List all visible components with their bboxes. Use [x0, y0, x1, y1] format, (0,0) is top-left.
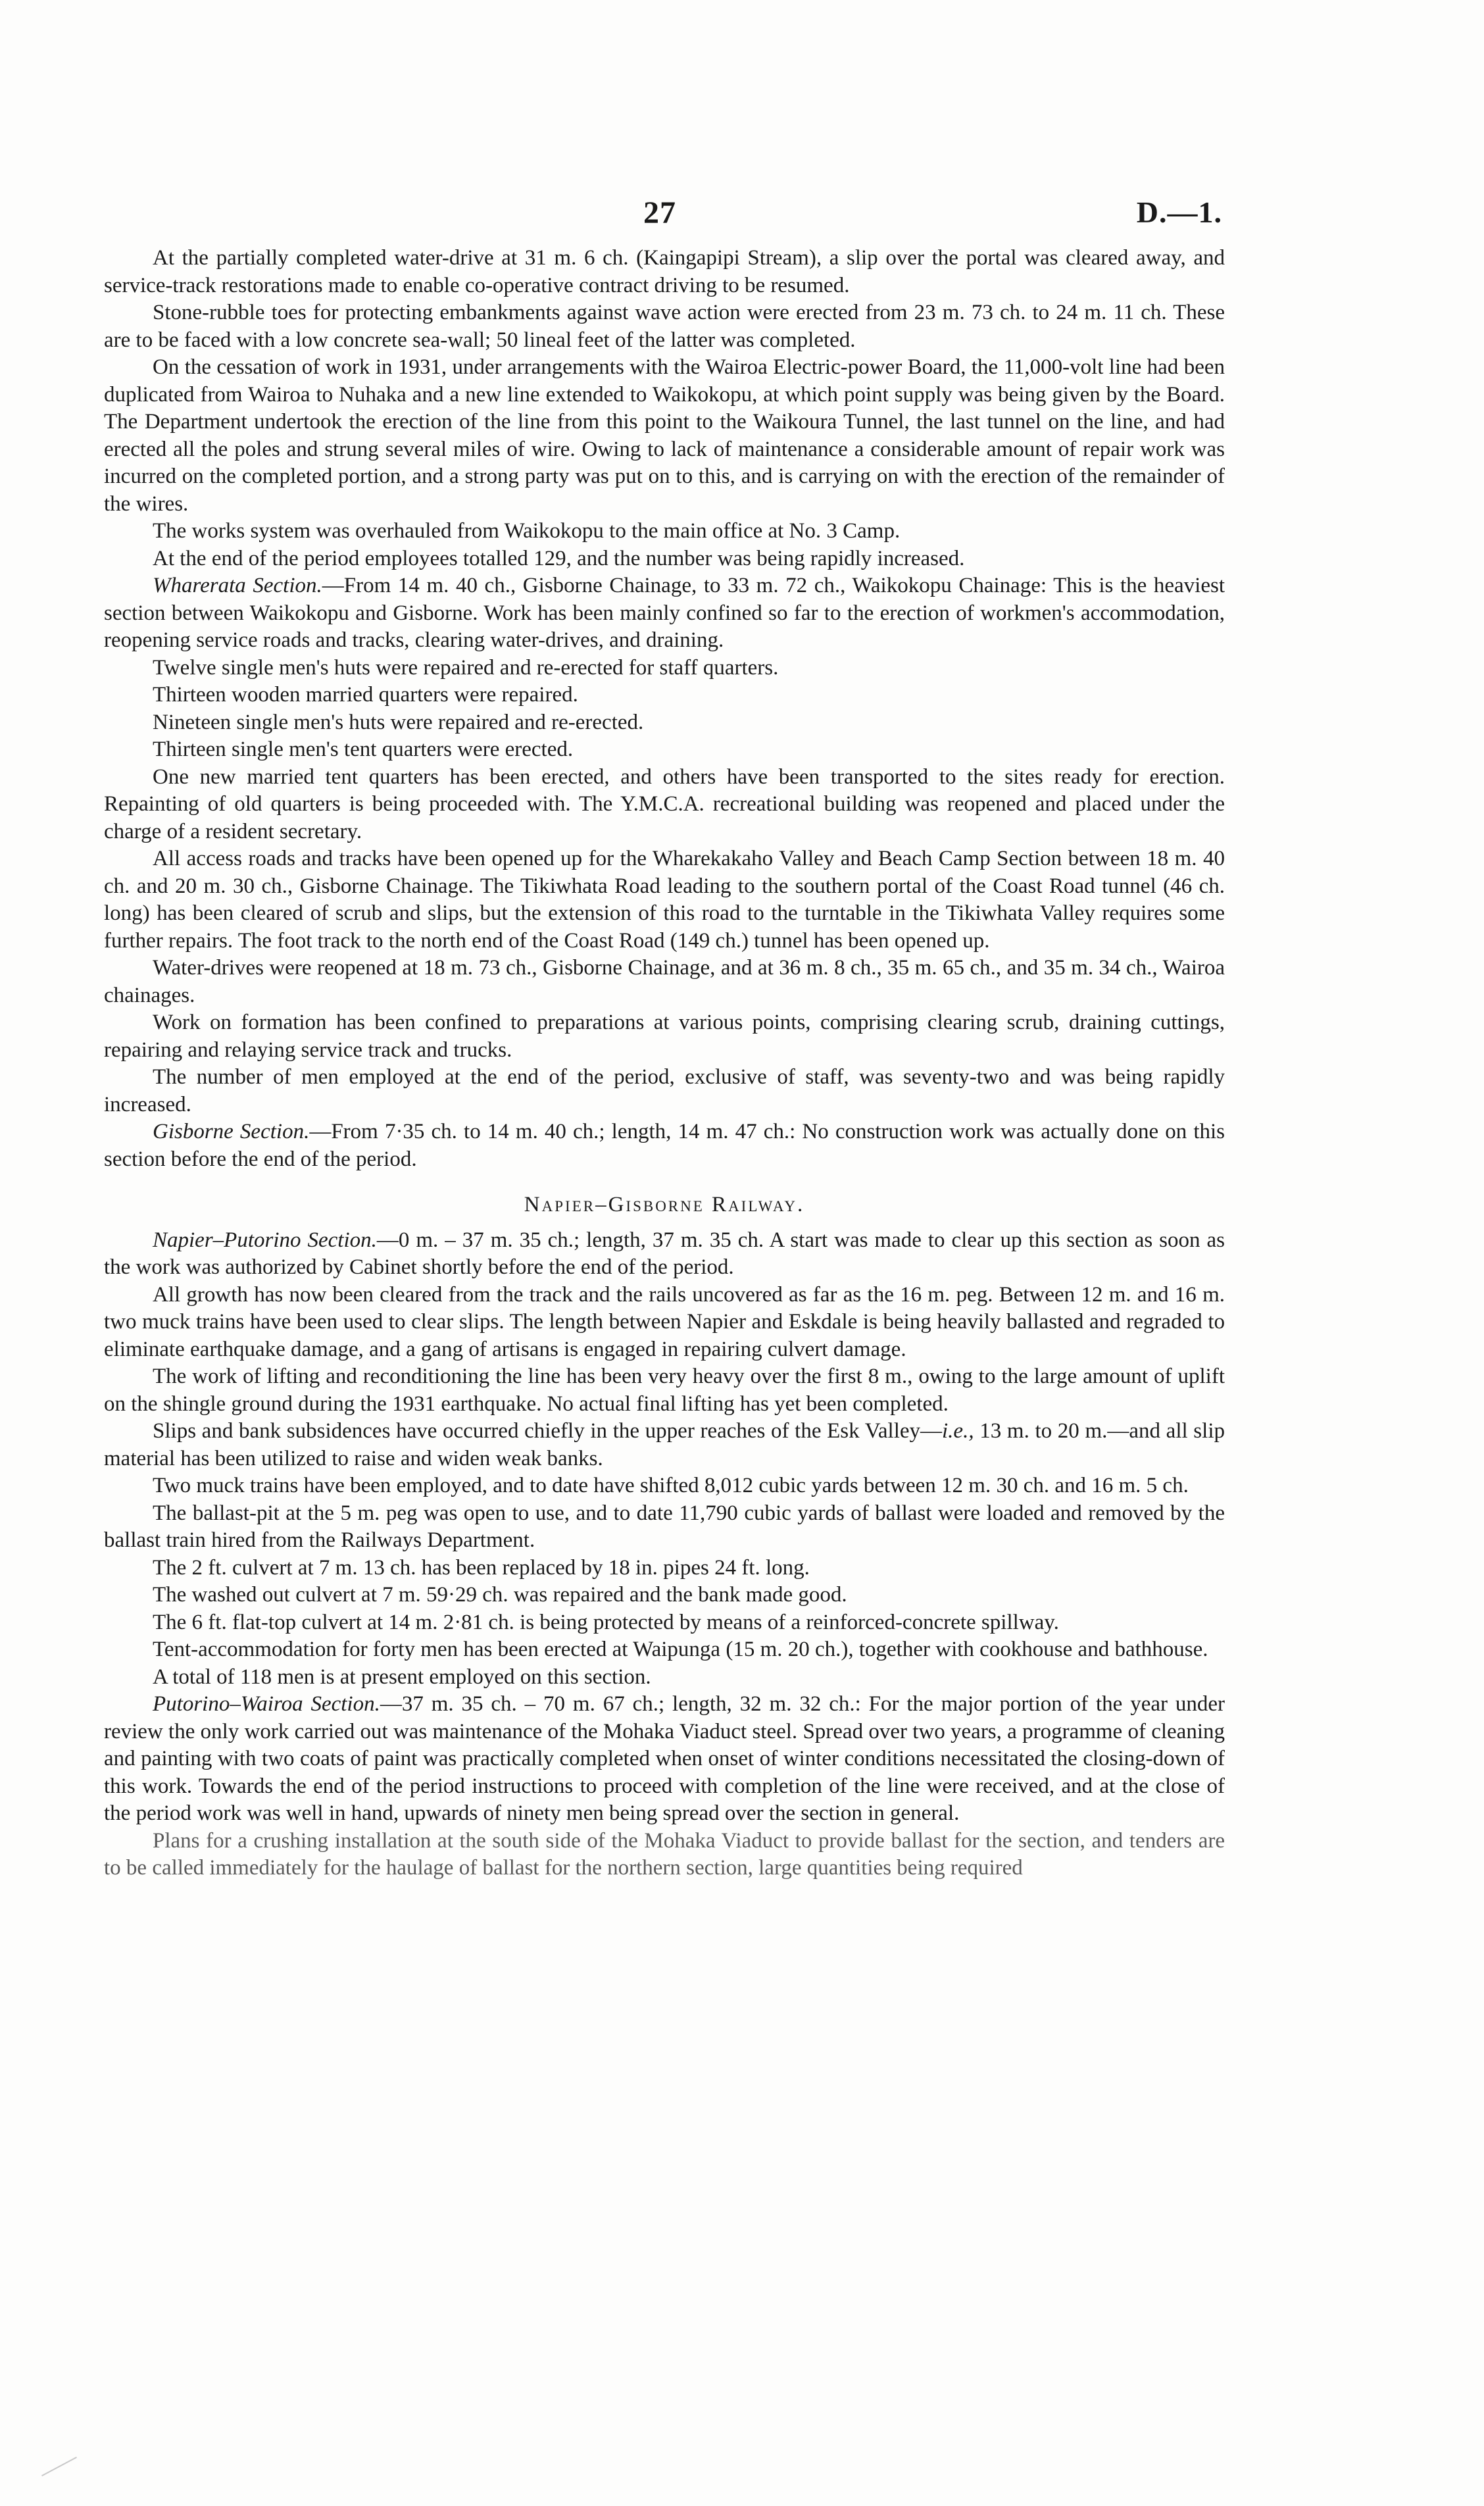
paragraph: The washed out culvert at 7 m. 59·29 ch. was repaired and the bank made good. — [153, 1583, 847, 1607]
paragraph: Twelve single men's huts were repaired and re-erected for staff quarters. — [153, 655, 779, 680]
section-title: Wharerata Section. — [153, 574, 322, 597]
paragraph: Two muck trains have been employed, and to date have shifted 8,012 cubic yards between 12 m. 30 ch. and 16 m. 5 ch. — [153, 1474, 1189, 1497]
paragraph: The 6 ft. flat-top culvert at 14 m. 2·81 ch. is being protected by means of a reinforced-concrete spillway. — [153, 1610, 1059, 1634]
page-header — [104, 195, 1222, 234]
paragraph-text: —37 m. 35 ch. – 70 m. 67 ch.; length, 32 m. 32 ch.: For the major portion of the year under review the only work carried out was maintenance of the Mohaka Viaduct steel. Spread over two years, a programme of cleaning and painting with two coats of paint was practically completed when onset of winter conditions necessitated the closing-down of this work. Towards the end of the period instructions to proceed with completion of the line were received, and at the close of the period work was well in hand, upwards of ninety men being spread over the section in general. — [104, 1692, 1225, 1825]
paragraph-text: Slips and bank subsidences have occurred chiefly in the upper reaches of the Esk Valley— — [153, 1419, 943, 1443]
paragraph: On the cessation of work in 1931, under arrangements with the Wairoa Electric-power Board, the 11,000-volt line had been duplicated from Wairoa to Nuhaka and a new line extended to Waikokopu, at which point supply was being given by the Board. The Department undertook the erection of the line from this point to the Waikoura Tunnel, the last tunnel on the line, and had erected all the poles and strung several miles of wire. Owing to lack of maintenance a considerable amount of repair work was incurred on the completed portion, and a strong party was put on to this, and is carrying on with the erection of the remainder of the wires. — [104, 355, 1225, 516]
paragraph: All access roads and tracks have been opened up for the Wharekakaho Valley and Beach Camp Section between 18 m. 40 ch. and 20 m. 30 ch., Gisborne Chainage. The Tikiwhata Road leading to the southern portal of the Coast Road tunnel (46 ch. long) has been cleared of scrub and slips, but the extension of this road to the turntable in the Tikiwhata Valley requires some further repairs. The foot track to the north end of the Coast Road (149 ch.) tunnel has been opened up. — [104, 847, 1225, 953]
paragraph: Plans for a crushing installation at the south side of the Mohaka Viaduct to provide ballast for the section, and tenders are to be called immediately for the haulage of ballast for the northern section, large quantities being required — [104, 1828, 1225, 1880]
section-title: Napier–Putorino Section. — [153, 1228, 377, 1252]
paragraph: The works system was overhauled from Waikokopu to the main office at No. 3 Camp. — [153, 519, 901, 543]
section-heading: Napier–Gisborne Railway. — [524, 1193, 805, 1216]
abbreviation: i.e., — [942, 1419, 974, 1443]
page-number: 27 — [643, 195, 676, 230]
paragraph: Stone-rubble toes for protecting embankments against wave action were erected from 23 m. 73 ch. to 24 m. 11 ch. These are to be faced with a low concrete sea-wall; 50 lineal feet of the latter was completed. — [104, 301, 1225, 352]
document-reference: D.—1. — [1136, 195, 1222, 229]
paragraph — [104, 1227, 1225, 1282]
paragraph-text: 13 m. to 20 m.—and all slip material has been utilized to raise and widen weak banks. — [104, 1419, 1225, 1470]
paragraph: One new married tent quarters has been erected, and others have been transported to the sites ready for erection. Repainting of old quarters is being proceeded with. The Y.M.C.A. recreational building was reopened and placed under the charge of a resident secretary. — [104, 764, 1225, 843]
paragraph: The number of men employed at the end of the period, exclusive of staff, was seventy-two and was being rapidly increased. — [104, 1065, 1225, 1116]
paragraph: Thirteen single men's tent quarters were erected. — [153, 738, 574, 761]
paragraph: Nineteen single men's huts were repaired and re-erected. — [153, 710, 644, 734]
body-text — [104, 245, 1225, 1882]
paragraph: Thirteen wooden married quarters were repaired. — [153, 683, 578, 707]
paragraph: The ballast-pit at the 5 m. peg was open to use, and to date 11,790 cubic yards of ballast were loaded and removed by the ballast train hired from the Railways Department. — [104, 1501, 1225, 1552]
paragraph: Water-drives were reopened at 18 m. 73 ch., Gisborne Chainage, and at 36 m. 8 ch., 35 m. 65 ch., and 35 m. 34 ch., Wairoa chainages. — [104, 956, 1225, 1007]
paragraph: All growth has now been cleared from the track and the rails uncovered as far as the 16 m. peg. Between 12 m. and 16 m. two muck trains have been used to clear slips. The length between Napier and Eskdale is being heavily ballasted and regraded to eliminate earthquake damage, and a gang of artisans is engaged in repairing culvert damage. — [104, 1282, 1225, 1361]
paragraph-text: —0 m. – 37 m. 35 ch.; length, 37 m. 35 ch. A start was made to clear up this section as soon as the work was authorized by Cabinet shortly before the end of the period. — [104, 1228, 1225, 1279]
section-title: Putorino–Wairoa Section. — [153, 1692, 380, 1716]
paragraph: A total of 118 men is at present employed on this section. — [153, 1665, 651, 1689]
paragraph — [104, 1418, 1225, 1472]
paragraph — [104, 1118, 1225, 1173]
section-title: Gisborne Section. — [153, 1120, 310, 1143]
paragraph-text: —From 7·35 ch. to 14 m. 40 ch.; length, 14 m. 47 ch.: No construction work was actually done on this section before the end of the period. — [104, 1120, 1225, 1171]
paragraph: Work on formation has been confined to preparations at various points, comprising clearing scrub, draining cuttings, repairing and relaying service track and trucks. — [104, 1011, 1225, 1062]
paragraph: At the partially completed water-drive at 31 m. 6 ch. (Kaingapipi Stream), a slip over the portal was cleared away, and service-track restorations made to enable co-operative contract driving to be resumed. — [104, 246, 1225, 297]
paragraph: The work of lifting and reconditioning the line has been very heavy over the first 8 m., owing to the large amount of uplift on the shingle ground during the 1931 earthquake. No actual final lifting has yet been completed. — [104, 1365, 1225, 1416]
margin-pencil-mark — [41, 2457, 77, 2476]
paragraph — [104, 572, 1225, 655]
paragraph-text: —From 14 m. 40 ch., Gisborne Chainage, to 33 m. 72 ch., Waikokopu Chainage: This is the heaviest section between Waikokopu and Gisborne. Work has been mainly confined so far to the erection of workmen's accommodation, reopening service roads and tracks, clearing water-drives, and draining. — [104, 574, 1225, 652]
paragraph: Tent-accommodation for forty men has been erected at Waipunga (15 m. 20 ch.), together with cookhouse and bathhouse. — [153, 1638, 1208, 1661]
paragraph — [104, 1691, 1225, 1828]
paragraph: The 2 ft. culvert at 7 m. 13 ch. has been replaced by 18 in. pipes 24 ft. long. — [153, 1555, 810, 1580]
paragraph: At the end of the period employees totalled 129, and the number was being rapidly increased. — [153, 546, 965, 570]
